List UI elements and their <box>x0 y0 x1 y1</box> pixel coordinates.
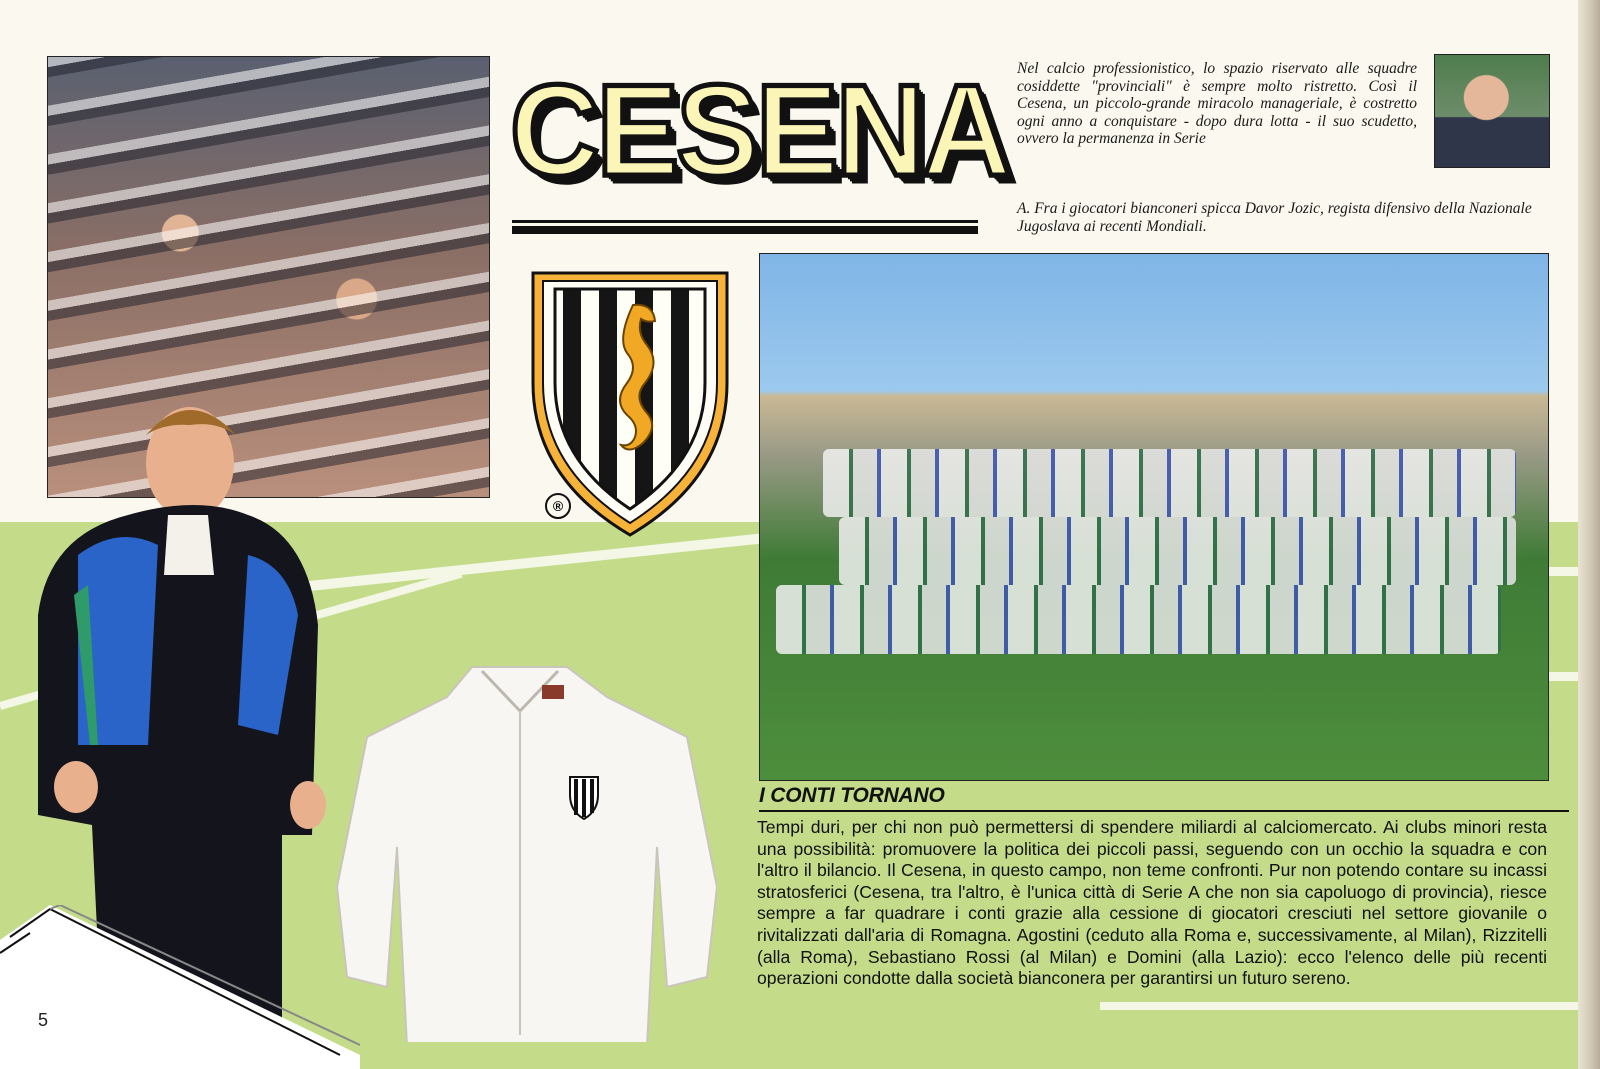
article-body: Tempi duri, per chi non può permettersi di spendere miliardi al calciomercato. Ai clubs minori resta una possibilità: promuovere la politica dei piccoli passi, seguendo con un occhio la squadra e con l'altro il bilancio. Il Cesena, in questo campo, non teme confronti. Pur non potendo contare su incassi stratosferici (Cesena, tra l'altro, è l'unica città di Serie A che non sia capoluogo di provincia), riesce sempre a far quadrare i conti grazie alla cessione di giocatori cresciuti nel settore giovanile o rivitalizzati dall'aria di Romagna. Agostini (ceduto alla Roma e, successivamente, al Milan), Rizzitelli (alla Roma), Sebastiano Rossi (al Milan) e Domini (alla Lazio): ecco l'elenco delle più recenti operazioni condotte dalla società bianconera per garantirsi un futuro sereno. <box>757 817 1547 989</box>
article-heading: I CONTI TORNANO <box>759 784 945 807</box>
title-underline <box>512 226 978 234</box>
page-spine <box>1578 0 1600 1069</box>
intro-paragraph: Nel calcio professionistico, lo spazio riservato alle squadre cosiddette "provinciali" è sempre molto ristretto. Così il Cesena, un piccolo-grande miracolo manageriale, è costretto ogni anno a conquistare - dopo dura lotta - il suo scudetto, ovvero la permanenza in Serie <box>1017 60 1417 147</box>
team-row-middle <box>839 517 1517 585</box>
page-title <box>510 56 1009 216</box>
title-text: CESENA <box>510 58 1009 204</box>
team-row-back <box>823 449 1516 517</box>
title-underline-thin <box>512 220 978 223</box>
article-heading-rule <box>759 810 1569 812</box>
team-row-front <box>776 585 1501 653</box>
registered-mark: ® <box>545 493 571 519</box>
coach-photo <box>1434 54 1550 168</box>
jacket-crest-icon <box>570 777 598 819</box>
page-number: 5 <box>38 1010 49 1030</box>
white-jacket-photo <box>322 657 717 1042</box>
page-corner-decoration <box>0 905 360 1069</box>
intro-paragraph-tail: A. Fra i giocatori bianconeri spicca Davor Jozic, regista difensivo della Nazionale Jugoslava ai recenti Mondiali. <box>1017 200 1532 235</box>
team-photo <box>759 253 1549 781</box>
